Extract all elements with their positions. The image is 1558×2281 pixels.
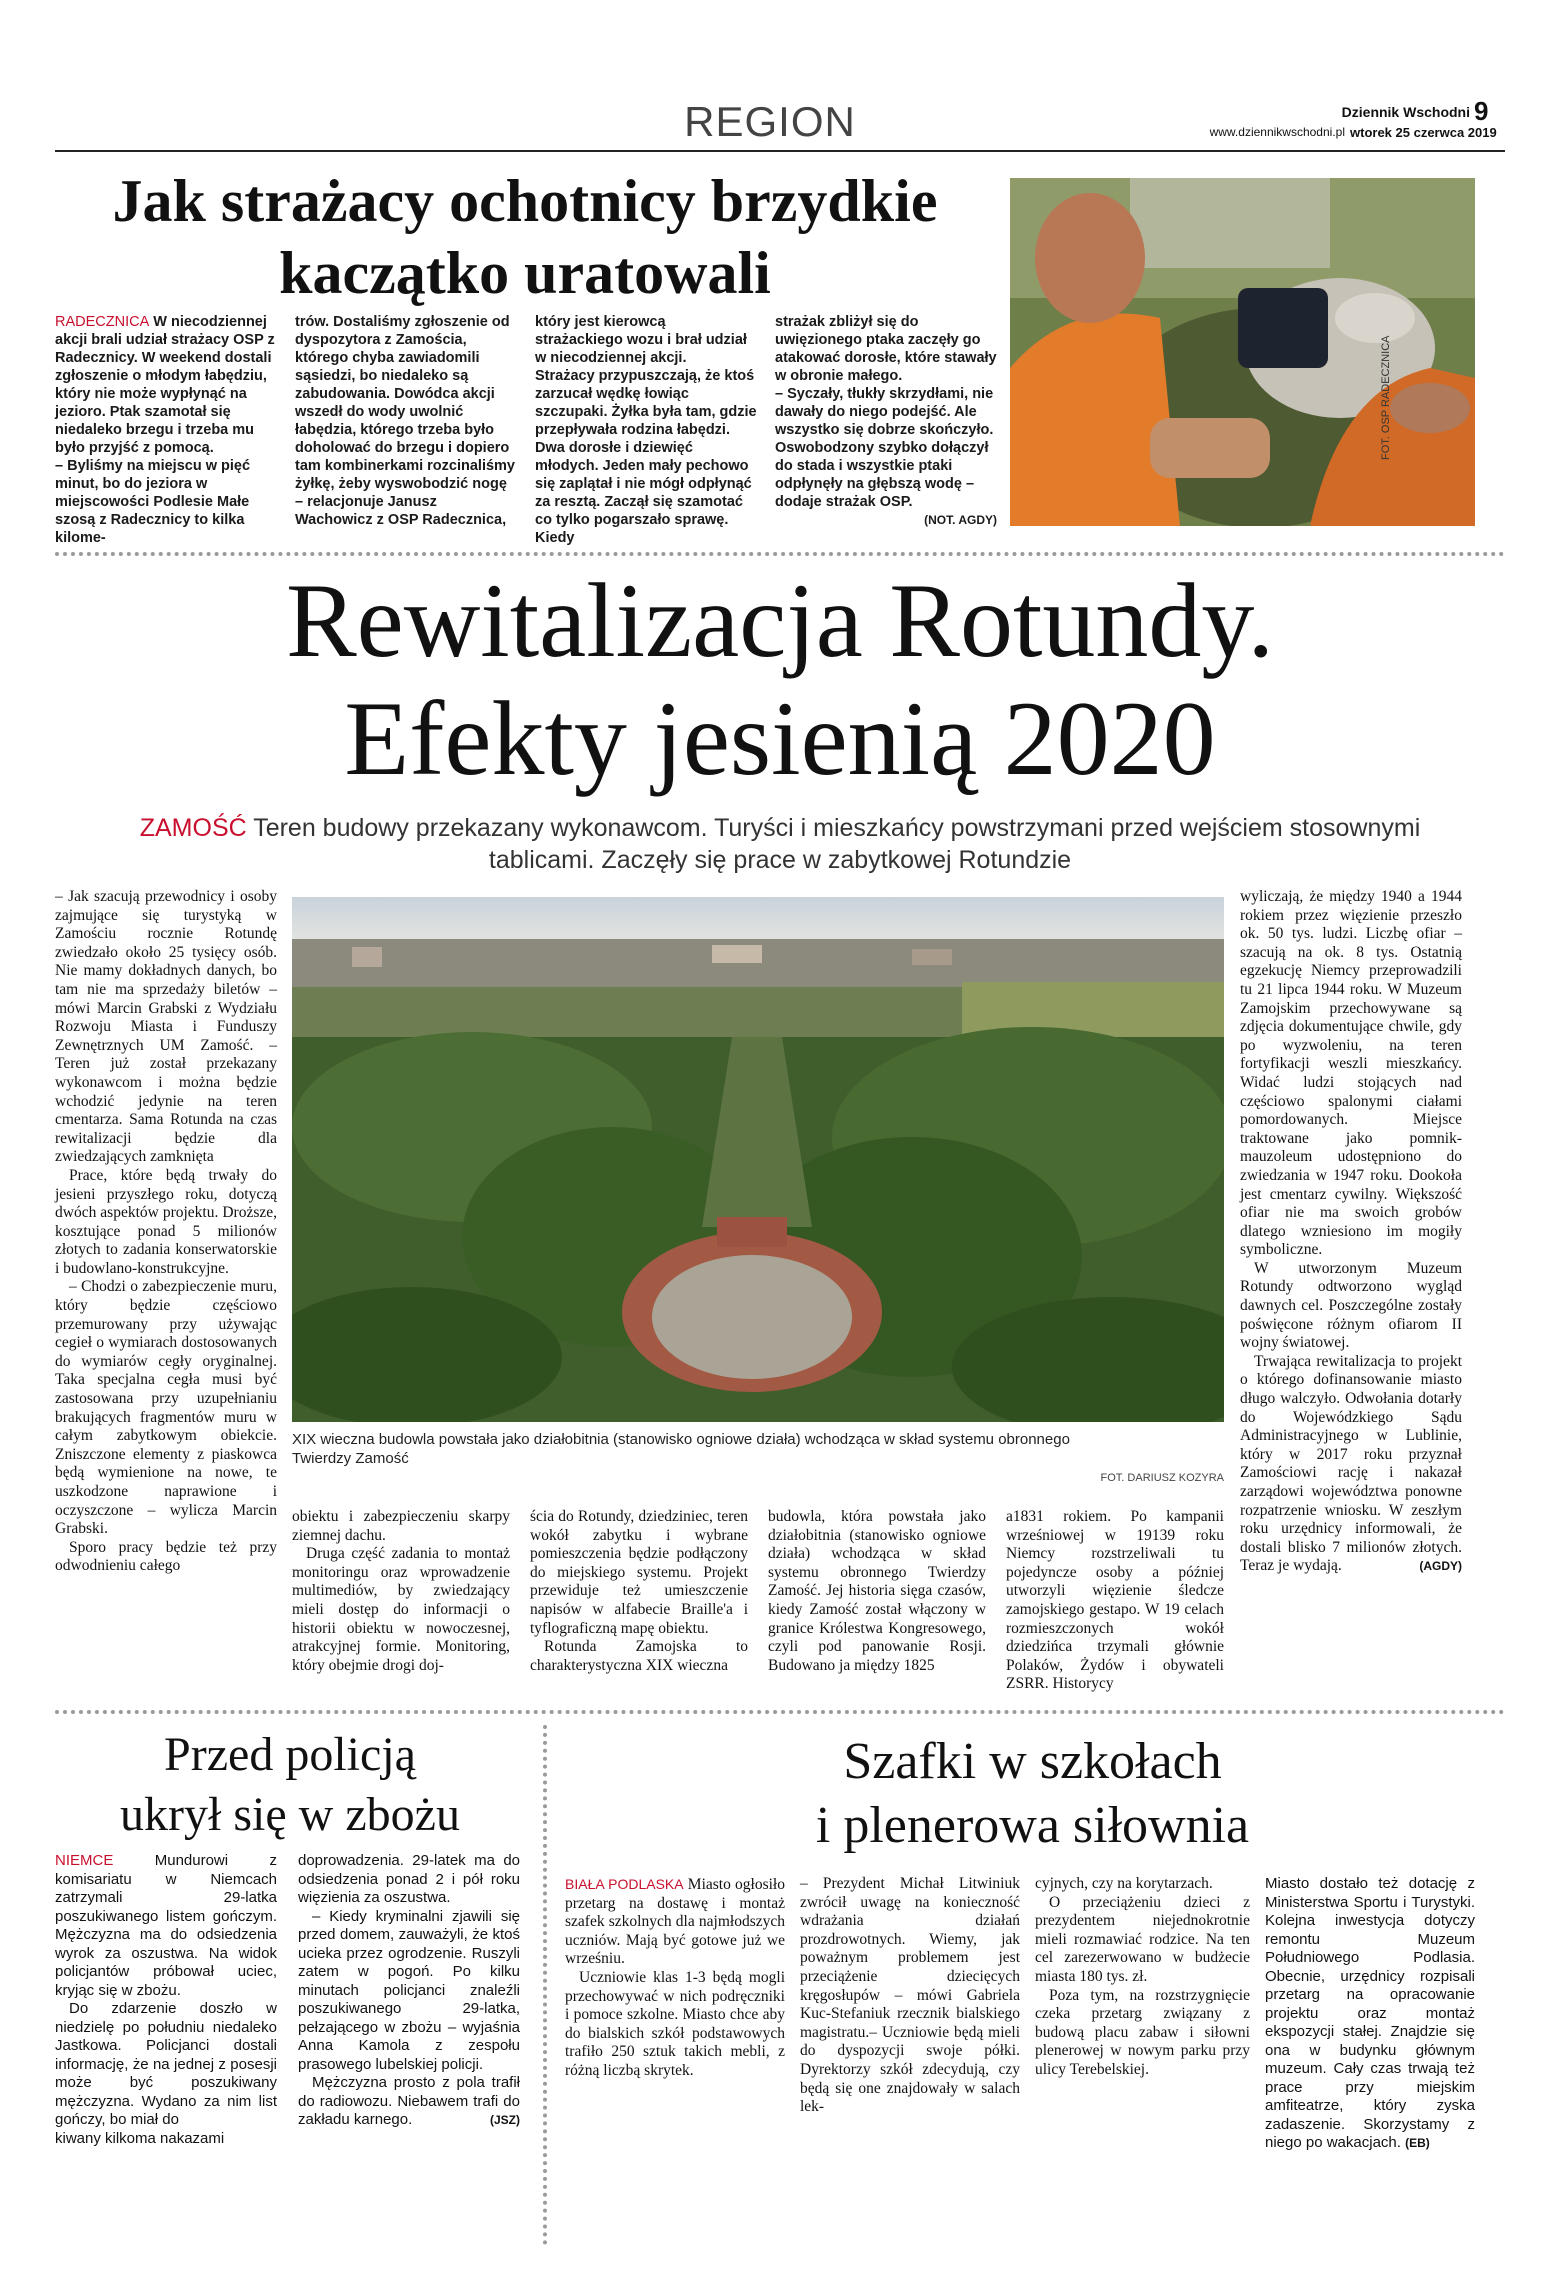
story1-col2-text: trów. Dostaliśmy zgłoszenie od dyspozytora z Zamościa, którego chyba zawiadomili sąsiedzi, bo niedaleko są zabudowania. Dowódca akcji wszedł do wody uwolnić łabędzia, którego trzeba było doholować do brzegu i dopiero tam kombinerkami rozcinaliśmy żyłkę, żeby wyswobodzić nogę – relacjonuje Janusz Wachowicz z OSP Radecznica, — [295, 314, 515, 528]
story4-c1-p2: Uczniowie klas 1-3 będą mogli przechowywać w nich podręczniki i pomoce szkolne. Miasto chce aby do bialskich szkół podstawowych trafiło 250 sztuk takich mebli, z różną liczbą skrytek. — [565, 1968, 785, 2079]
rotunda-aerial-photo — [292, 897, 1224, 1422]
section-title: REGION — [684, 98, 856, 145]
story2-caption: XIX wieczna budowla powstała jako działobitnia (stanowisko ogniowe działa) wchodząca w skład systemu obronnego Twierdzy Zamość — [292, 1431, 1070, 1467]
story2-left-p1: – Jak szacują przewodnicy i osoby zajmujące się turystyką w Zamościu rocznie Rotundę zwiedzało około 25 tysięcy osób. Nie mamy dokładnych danych, bo tam nie ma sprzedaży biletów – mówi Marcin Grabski z Wydziału Rozwoju Miasta i Funduszy Zewnętrznych UM Zamość. – Teren już został przekazany wykonawcom i można będzie wchodzić jedynie na teren cmentarza. Sama Rotunda na czas rewitalizacji będzie dla zwiedzających zamknięta — [55, 888, 277, 1166]
separator-1 — [55, 552, 1505, 556]
story4-headline — [560, 1730, 1505, 1858]
story3-place: NIEMCE — [55, 1852, 114, 1869]
separator-vertical — [543, 1725, 547, 2245]
story2-lead-line1: Teren budowy przekazany wykonawcom. Turyści i mieszkańcy powstrzymani przed wejściem stosownymi — [253, 814, 1421, 842]
story4-c3-p2: O przeciążeniu dzieci z prezydentem niejednokrotnie mieli rozmawiać rodzice. Na ten cel zarezerwowano w budżecie miasta 180 tys. zł. — [1035, 1893, 1250, 1985]
story3-headline — [55, 1725, 525, 1845]
swan-rescue-illustration — [1010, 178, 1475, 526]
story3-c2-p2: – Kiedy kryminalni zjawili się przed domem, zauważyli, że ktoś ucieka przez ogrodzenie. Ruszyli zatem w pogoń. Po kilku minutach policjanci znaleźli poszukiwanego 29-latka, pełzającego w zbożu – wyjaśnia Anna Kamola z zespołu prasowego lubelskiej policji. — [298, 1907, 520, 2073]
story2-left-p2: Prace, które będą trwały do jesieni przyszłego roku, dotyczą dwóch aspektów projektu. Droższe, kosztujące ponad 5 milionów złotych to zadania konserwatorskie i budowlano-konstrukcyjne. — [55, 1166, 277, 1277]
story4-c3-p1: cyjnych, czy na korytarzach. — [1035, 1875, 1213, 1892]
story3-c2-p1: doprowadzenia. 29-latek ma do odsiedzenia ponad 2 i pół roku więzienia za oszustwa. — [298, 1852, 520, 1906]
story2-place: ZAMOŚĆ — [139, 814, 247, 842]
story1-col1b: – Byliśmy na miejscu w pięć minut, bo do jeziora w miejscowości Podlesie Małe szosą z Radecznicy to kilka kilome- — [55, 458, 251, 546]
separator-2 — [55, 1710, 1505, 1714]
story4-headline-line2: i plenerowa siłownia — [815, 1797, 1250, 1854]
page-number: 9 — [1474, 96, 1489, 126]
story4-c2-p1: – Prezydent Michał Litwiniuk zwrócił uwagę na konieczność wdrażania działań prozdrowotnych. Wiemy, jak poważnym problemem jest przeciążenie dziecięcych kręgosłupów – mówi Gabriela Kuc-Stefaniuk rzecznik bialskiego magistratu.– Uczniowie będą mieli do dyspozycji swoje półki. Dyrektorzy szkół zdecydują, czy będą się one znajdowały w salach lek- — [800, 1875, 1020, 2116]
story1-photo-credit: FOT. OSP RADECZNICA — [1380, 335, 1392, 460]
story1-signature: (NOT. AGDY) — [924, 513, 997, 527]
story2-headline-line2: Efekty jesienią 2020 — [344, 680, 1216, 797]
story2-lead-line2: tablicami. Zaczęły się prace w zabytkowej Rotundzie — [488, 846, 1072, 874]
story2-b2-p1: ścia do Rotundy, dziedziniec, teren wokół zabytku i wybrane pomieszczenia będzie podłączony do miejskiego systemu. Projekt przewiduje też umieszczenie napisów w alfabecie Braille'a i tyflograficzną mapę obiektu. — [530, 1508, 748, 1637]
story3-c1-p2b: kiwany kilkoma nakazami — [55, 2129, 225, 2147]
paper-name: Dziennik Wschodni — [1341, 104, 1470, 120]
header-date: wtorek 25 czerwca 2019 — [1350, 125, 1497, 140]
swan-rescue-photo — [1010, 178, 1475, 526]
story4-c3-p3: Poza tym, na rozstrzygnięcie czeka przetarg związany z budową placu zabaw i siłowni plenerowej w nowym parku przy ulicy Terebelskiej. — [1035, 1986, 1250, 2078]
rotunda-aerial-illustration — [292, 897, 1224, 1422]
story2-left-col — [55, 888, 277, 1576]
story2-headline — [55, 562, 1505, 798]
story1-col4-text: strażak zbliżył się do uwięzionego ptaka zaczęły go atakować dorosłe, które stawały w obronie małego. — [775, 314, 997, 384]
story3-col1 — [55, 1852, 277, 2148]
story3-signature: (JSZ) — [490, 2113, 520, 2127]
story2-lead — [55, 812, 1505, 876]
story4-c1-p1: Miasto ogłosiło przetarg na dostawę i montaż szafek szkolnych dla najmłodszych uczniów. Mają być gotowe już we wrześniu. — [565, 1876, 785, 1968]
story1-col2 — [295, 313, 517, 529]
story2-left-p4: Sporo pracy będzie też przy odwodnieniu całego — [55, 1538, 277, 1575]
story3-headline-line2: ukrył się w zbożu — [120, 1788, 460, 1841]
story2-headline-line1: Rewitalizacja Rotundy. — [285, 562, 1275, 679]
story1-col3 — [535, 313, 757, 547]
story2-b1-p1: obiektu i zabezpieczeniu skarpy ziemnej dachu. — [292, 1508, 510, 1544]
story1-col4 — [775, 313, 997, 529]
story4-place: BIAŁA PODLASKA — [565, 1876, 684, 1892]
story1-headline — [55, 165, 995, 309]
story2-col-b3 — [768, 1508, 986, 1675]
story1-col3b: Strażacy przypuszczają, że ktoś zarzucał wędkę łowiąc szczupaki. Żyłka była tam, gdzie przepływała rodzina łabędzi. Dwa dorosłe i dziewięć młodych. Jeden mały pechowo się zaplątał i nie mógł odpłynąć za resztą. Zaczął się szamotać co tylko pogarszało sprawę. Kiedy — [535, 368, 757, 546]
story4-col4 — [1265, 1875, 1475, 2153]
story1-col3-text: który jest kierowcą strażackiego wozu i brał udział w niecodziennej akcji. — [535, 314, 747, 366]
story2-photo-credit: FOT. DARIUSZ KOZYRA — [1100, 1472, 1224, 1484]
story2-col-b4 — [1006, 1508, 1224, 1694]
header-rule — [55, 150, 1505, 152]
story2-b2-p2: Rotunda Zamojska to charakterystyczna XIX wieczna — [530, 1638, 748, 1674]
story4-col1 — [565, 1875, 785, 2081]
story1-headline-line1: Jak strażacy ochotnicy brzydkie — [112, 168, 938, 234]
story2-right-p1: wyliczają, że między 1940 a 1944 rokiem przez więzienie przeszło ok. 50 tys. ludzi. Liczbę ofiar – szacują na ok. 8 tys. Ostatnią egzekucję Niemcy przeprowadzili tu 21 lipca 1944 roku. W Muzeum Zamojskim przechowywane są zdjęcia dokumentujące chwile, gdy po wyzwoleniu, na teren fortyfikacji weszli mieszkańcy. Widać ludzi stojących nad częściowo spalonymi ciałami pomordowanych. Miejsce traktowane jako pomnik-mauzoleum udostępniono do zwiedzania w 1947 roku. Dookoła jest cmentarz cywilny. Większość ofiar nie ma swoich grobów dlatego wzniesiono im mogiły symboliczne. — [1240, 888, 1462, 1259]
story2-signature: (AGDY) — [1419, 1559, 1462, 1574]
header-url: www.dziennikwschodni.pl — [1209, 125, 1345, 139]
story4-headline-line1: Szafki w szkołach — [843, 1733, 1222, 1790]
story2-b3-p1: budowla, która powstała jako działobitnia (stanowisko ogniowe działa) wchodząca w skład systemu obronnego Twierdzy Zamość. Jej historia sięga czasów, kiedy Zamość został włączony w granice Królestwa Kongresowego, czyli pod panowanie Rosji. Budowano ja między 1825 — [768, 1508, 986, 1674]
story2-left-p3: – Chodzi o zabezpieczenie muru, który będzie częściowo przemurowany przy używając cegieł o wymiarach dostosowanych do wymiarów cegły oryginalnej. Taka specjalna cegła musi być zastosowana przy uzupełnianiu brakujących fragmentów muru w całym zabytkowym obiekcie. Zniszczone elementy z piaskowca będą wymienione na nowe, te uszkodzone naprawione i oczyszczone – wylicza Marcin Grabski. — [55, 1278, 277, 1538]
story3-c1-p2: Do zdarzenie doszło w niedzielę po południu niedaleko Jastkowa. Policjanci dostali informację, że na jednej z posesji może być poszukiwany mężczyzna. Wydano za nim list gończy, bo miał do — [55, 2000, 277, 2128]
story1-place: RADECZNICA — [55, 314, 150, 330]
story2-right-col — [1240, 888, 1462, 1576]
story3-c1-p1: Mundurowi z komisariatu w Niemcach zatrzymali 29-latka poszukiwanego listem gończym. Mężczyzna ma do odsiedzenia wyrok za oszustwa. Na widok policjantów próbował uciec, kryjąc się w zbożu. — [55, 1852, 277, 1999]
story1-col1-text: W niecodziennej akcji brali udział strażacy OSP z Radecznicy. W weekend dostali zgłoszenie o młodym łabędziu, który nie może wypłynąć na jezioro. Ptak szamotał się niedaleko brzegu i trzeba mu było przyjść z pomocą. — [55, 314, 275, 456]
story1-col4b: – Syczały, tłukły skrzydłami, nie dawały do niego podejść. Ale wszystko się dobrze skończyło. Oswobodzony szybko dołączył do stada i wszystkie ptaki odpłynęły na głębszą wodę – dodaje strażak OSP. — [775, 386, 994, 510]
story1-headline-line2: kaczątko uratowali — [279, 240, 771, 306]
story2-right-p2: W utworzonym Muzeum Rotundy odtworzono wygląd dawnych cel. Poszczególne zostały poświęcone różnym ofiarom II wojny światowej. — [1240, 1259, 1462, 1352]
story3-headline-line1: Przed policją — [164, 1728, 416, 1781]
story4-c4-p1: Miasto dostało też dotację z Ministerstwa Sportu i Turystyki. Kolejna inwestycja dotyczy remontu Muzeum Południowego Podlasia. Obecnie, urzędnicy rozpisali przetarg na opracowanie projektu oraz montaż ekspozycji stałej. Znajdzie się ona w budynku głównym muzeum. Cały czas trwają też prace przy miejskim amfiteatrze, który zyska zadaszenie. Skorzystamy z niego po wakacjach. (EB) — [1265, 1875, 1475, 2151]
story2-col-b2 — [530, 1508, 748, 1675]
story4-col3 — [1035, 1875, 1250, 2080]
story2-b1-p2: Druga część zadania to montaż monitoringu oraz wprowadzenie multimediów, by zwiedzający mieli dostęp do informacji o historii obiektu w nowoczesnej, atrakcyjnej formie. Monitoring, który obejmie drogi doj- — [292, 1545, 510, 1674]
story1-col1 — [55, 313, 277, 547]
story3-col2 — [298, 1852, 520, 2130]
story4-signature: (EB) — [1405, 2136, 1430, 2150]
story3-c2-p3: Mężczyzna prosto z pola trafił do radiowozu. Niebawem trafi do zakładu karnego. (JSZ) — [298, 2074, 520, 2128]
story4-col2 — [800, 1875, 1020, 2117]
story2-right-p3: Trwająca rewitalizacja to projekt o którego dofinansowanie miasto długo walczyło. Odwołania dotarły do Wojewódzkiego Sądu Administracyjnego w Lublinie, który w 2017 roku przyznał Zamościowi rację i nakazał zarządowi województwa ponowne rozpatrzenie wniosku. W zeszłym roku urzędnicy informowali, że dostali blisko 7 milionów złotych. Teraz je wydają. (AGDY) — [1240, 1352, 1462, 1575]
story2-col-b1 — [292, 1508, 510, 1675]
story2-b4-p1: a1831 rokiem. Po kampanii wrześniowej w 19139 roku Niemcy rozstrzeliwali tu pojedyncze osoby a później utworzyli więzienie śledcze zamojskiego gestapo. W 19 celach rozmieszczonych wokół dziedzińca trzymali głównie Polaków, Żydów i obywateli ZSRR. Historycy — [1006, 1508, 1224, 1693]
